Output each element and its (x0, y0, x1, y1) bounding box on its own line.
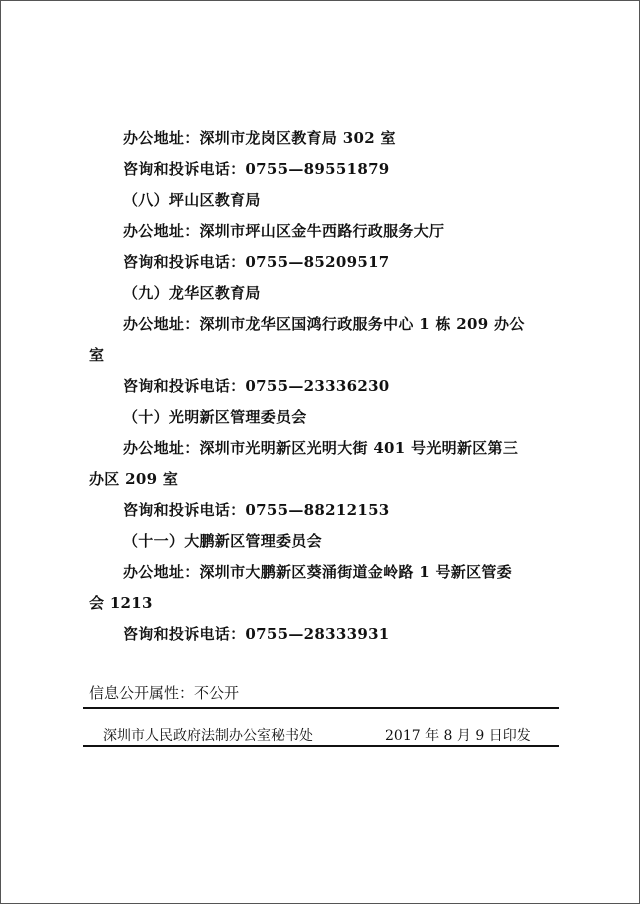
footer-issue-date: 2017 年 8 月 9 日印发 (385, 728, 531, 744)
disclosure-label: 信息公开属性： (89, 684, 195, 702)
office-address-dapeng-cont: 会 1213 (89, 594, 153, 612)
phone-guangming: 咨询和投诉电话：0755—88212153 (123, 501, 390, 519)
footer-issuer: 深圳市人民政府法制办公室秘书处 (103, 728, 313, 744)
footer-rule-top (83, 707, 559, 709)
office-address-longgang: 办公地址：深圳市龙岗区教育局 302 室 (123, 129, 396, 147)
office-address-guangming-cont: 办区 209 室 (89, 470, 179, 488)
phone-pingshan: 咨询和投诉电话：0755—85209517 (123, 253, 390, 271)
footer-rule-bottom (83, 745, 559, 747)
office-address-pingshan: 办公地址：深圳市坪山区金牛西路行政服务大厅 (123, 222, 445, 240)
phone-longhua: 咨询和投诉电话：0755—23336230 (123, 377, 390, 395)
phone-dapeng: 咨询和投诉电话：0755—28333931 (123, 625, 390, 643)
section-heading-dapeng: （十一）大鹏新区管理委员会 (123, 532, 322, 550)
disclosure-attribute (89, 682, 239, 703)
section-heading-pingshan: （八）坪山区教育局 (123, 191, 261, 209)
office-address-longhua-cont: 室 (89, 346, 105, 364)
office-address-longhua: 办公地址：深圳市龙华区国鸿行政服务中心 1 栋 209 办公 (123, 315, 525, 333)
section-heading-guangming: （十）光明新区管理委员会 (123, 408, 307, 426)
office-address-guangming: 办公地址：深圳市光明新区光明大街 401 号光明新区第三 (123, 439, 519, 457)
section-heading-longhua: （九）龙华区教育局 (123, 284, 261, 302)
phone-longgang: 咨询和投诉电话：0755—89551879 (123, 160, 390, 178)
office-address-dapeng: 办公地址：深圳市大鹏新区葵涌街道金岭路 1 号新区管委 (123, 563, 512, 581)
disclosure-value: 不公开 (194, 684, 240, 702)
